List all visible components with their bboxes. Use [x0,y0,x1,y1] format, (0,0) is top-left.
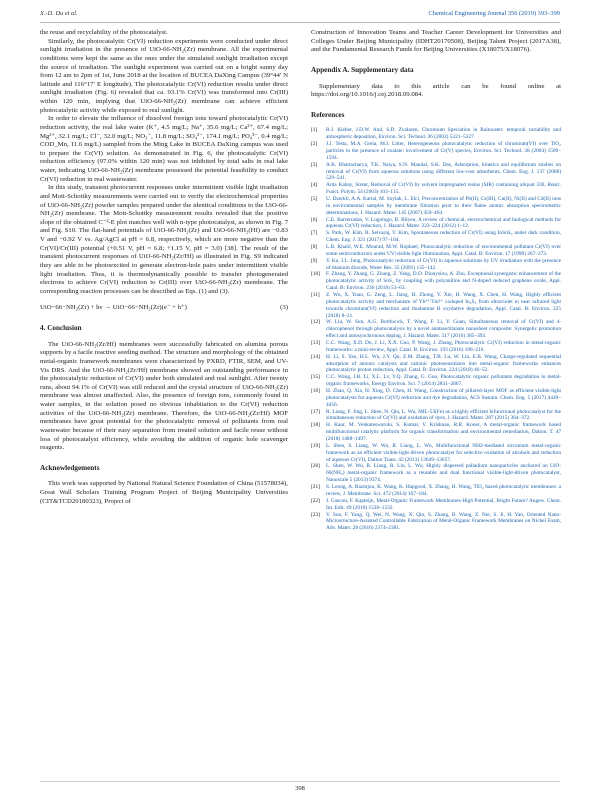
paragraph-conclusion: The UiO-66-NH₂(Zr/Hf) membranes were successfully fabricated on alumina porous supports by a facile reactive seeding method. The structure and morphology of the obtained metal-organic framework membranes were characterized by PXRD, FTIR, SEM, and UV-Vis DRS. And the UiO-66-NH₂(Zr/Hf) membrane showed an outstanding performance in the photocatalytic reduction of Cr(VI) under both simulated and real sunlight. After twenty runs, about 94.1% of Cr(VI) was still reduced and the crystal structure of UiO-66-NH₂(Zr) membrane was almost unaffected. Also, the presence of foreign ions, commonly found in water samples, in the solution posed no obvious inhabitation to the Cr(VI) reduction activities of the UiO-66-NH₂(Zr) membrane. Therefore, the UiO-66-NH₂(Zr/Hf) MOF membranes have great potential for the photocatalytic removal of pollutants from real wastewater because of their easy separation from treated solution and facile reuse without loss of photocatalyst efficiency, while avoiding the addition of organic hole scavenger reagents. [40,340,288,452]
reference-text[interactable]: H. Li, S. Yao, H.L. Wu, J.Y. Qu, Z.M. Zhang, T.B. Lu, W. Lin, E.B. Wang, Charge-regulated sequential adsorption of anionic catalysts and cationic photosensitizers into metal-organic frameworks enhances photocatalytic proton reduction, Appl. Catal. B: Environ. 224 (2018) 46–52. [326,353,561,374]
page-number: 398 [295,785,305,792]
reference-item[interactable] [311,292,561,319]
reference-number: [21] [311,484,320,491]
reference-item[interactable] [311,141,561,162]
reference-item[interactable] [311,230,561,244]
reference-item[interactable] [311,512,561,533]
running-header-authors: X.-D. Du et al. [40,10,78,17]
reference-number: [20] [311,463,320,470]
reference-number: [15] [311,374,320,381]
reference-text[interactable]: A.K. Bhattacharya, T.K. Naiya, S.N. Mandal, S.K. Das, Adsorption, kinetics and equilibrium studies on removal of Cr(VI) from aqueous solutions using different low-cost adsorbents, Chem. Eng. J. 137 (2008) 529–541. [326,161,561,182]
reference-text[interactable]: F. Zhang, Y. Zhang, G. Zhang, Z. Yang, D.D. Dionysiou, A. Zhu, Exceptional synergistic enhancement of the photocatalytic activity of SnS₂ by coupling with polyaniline and N-doped reduced graphene oxide, Appl. Catal. B: Environ. 236 (2018) 53–63. [326,271,561,292]
reference-number: [19] [311,442,320,449]
paragraph-acknowledgements: This work was supported by National Natural Science Foundation of China (51578034), Great Wall Scholars Training Program Project of Beijing Municipality Universities (CIT&TCD20180323), Project of [40,480,288,505]
reference-item[interactable] [311,271,561,292]
reference-text[interactable]: L.B. Khalil, W.E. Mourad, M.W. Rophael, Photocatalytic reduction of environmental pollutant Cr(VI) over some semiconductors under UV/visible light illumination, Appl. Catal. B: Environ. 17 (1998) 267–273. [326,243,561,257]
right-column [311,29,561,532]
reference-text[interactable]: Y. Sun, F. Yang, Q. Wei, N. Wang, X. Qin, S. Zhang, B. Wang, Z. Nie, S. Ji, H. Yan, Oriented Nano-Microstructure-Assisted Controllable Fabrication of Metal-Organic Framework Membranes on Nickel Foam, Adv. Mater. 28 (2016) 2374–2381. [326,511,561,532]
reference-number: [13] [311,340,320,347]
reference-text[interactable]: C.C. Wang, J.R. Li, X.L. Lv, Y.Q. Zhang, G. Guo, Photocatalytic organic pollutants degradation in metal-organic frameworks, Energy Environ. Sci. 7 (2014) 2831–2867. [326,374,561,388]
paragraph-acknowledgements-continued: Construction of Innovation Teams and Teacher Career Development for Universities and Colleges Under Beijing Municipality (IDHT20170508), Beijing Talent Project (2017A38), and the Fundamental Research Funds for Beijing Universities (X18075/X18076). [311,29,561,54]
reference-item[interactable] [311,258,561,272]
reference-number: [16] [311,388,320,395]
reference-text[interactable]: C.C. Wang, X.D. Du, J. Li, X.X. Guo, P. Wang, J. Zhang, Photocatalytic Cr(VI) reduction in metal-organic frameworks: a mini-review, Appl. Catal. B: Environ. 193 (2016) 198–216. [326,340,561,353]
reference-number: [7] [311,230,318,237]
reference-text[interactable]: L. Shen, S. Liang, W. Wu, R. Liang, L. Wu, Multifunctional NH2-mediated zirconium metal-organic framework as an efficient visible-light-driven photocatalyst for selective oxidation of alcohols and reduction of aqueous Cr(VI), Dalton Trans. 42 (2013) 13649–13657. [326,442,561,463]
reference-number: [23] [311,511,320,518]
reference-item[interactable] [311,463,561,484]
paragraph-appendix: Supplementary data to this article can be found online at https://doi.org/10.1016/j.cej.2018.09.084. [311,82,561,99]
reference-number: [10] [311,271,320,278]
equation-number: (3) [280,304,288,312]
header-divider [40,22,560,23]
reference-number: [3] [311,161,318,168]
reference-text[interactable]: Arda Kabay, Streat, Removal of Cr(VI) by solvent impregnated resins (SIR) containing aliquat 336, React. Funct. Polym. 54 (2003) 103–115. [326,182,561,196]
reference-number: [9] [311,257,318,264]
reference-number: [14] [311,353,320,360]
left-column [40,29,288,506]
reference-text[interactable]: U. Dzerkli, A.A. Kartal, M. Soylak, L. Elci, Preconcentration of Pb(II), Cr(III), Cu(II), Ni(II) and Cd(II) ions in environmental samples by membrane filtration prior to their flame atomic absorption spectrometric determinations, J. Hazard. Mater. 145 (2007) 459–464. [326,195,561,216]
reference-number: [17] [311,408,320,415]
reference-item[interactable] [311,498,561,512]
reference-item[interactable] [311,354,561,375]
reference-list [311,127,561,532]
section-heading-appendix: Appendix A. Supplementary data [311,65,414,74]
reference-item[interactable] [311,217,561,231]
reference-text[interactable]: H. Zhao, Q. Xia, H. Xing, D. Chen, H. Wang, Construction of pillared-layer MOF as efficient visible-light photocatalysts for aqueous Cr(VI) reduction and dye degradation, ACS Sustain. Chem. Eng. 5 (2017) 4449–4456. [326,388,561,408]
running-header-journal[interactable]: Chemical Engineering Journal 356 (2019) 393–399 [428,10,560,17]
reference-item[interactable] [311,340,561,354]
paragraph-reuse: the reuse and recyclability of the photocatalyst. [40,29,168,36]
reference-text[interactable]: Y. Ku, I.L. Jung, Photocatalytic reduction of Cr(VI) in aqueous solutions by UV irradiation with the presence of titanium dioxide, Water Res. 35 (2001) 135–142. [326,257,561,271]
footer-divider [40,781,560,782]
reference-item[interactable] [311,388,561,409]
reference-item[interactable] [311,422,561,443]
reference-item[interactable] [311,127,561,141]
reference-item[interactable] [311,244,561,258]
reference-text[interactable]: W. Liu, W. Sun, A.G. Borthwick, T. Wang, F. Li, Y. Guan, Simultaneous removal of Cr(VI) and 4-chlorophenol through photocatalysis by a novel anatase/titanate nanosheet composite: Synergetic promotion effect and autosynchronous doping, J. Hazard. Mater. 317 (2016) 385–393. [326,319,561,340]
reference-number: [5] [311,195,318,202]
reference-number: [6] [311,216,318,223]
reference-item[interactable] [311,182,561,196]
section-heading-references: References [311,110,345,119]
equation-text: UiO−66−NH₂(Zr) + hν → UiO−66−NH₂(Zr)(e⁻ + h⁺) [40,304,187,312]
reference-text[interactable]: L. Shen, W. Wu, R. Liang, R. Lin, L. Wu, Highly dispersed palladium nanoparticles anchored on UiO-66(NH₂) metal-organic framework as a reusable and dual functional visible-light-driven photocatalyst, Nanoscale 5 (2013) 9374. [326,463,561,484]
reference-item[interactable] [311,484,561,498]
reference-text[interactable]: C.E. Barrerradas, V. Lugolugo, B. Bilyeu, A review of chemical, electrochemical and biological methods for aqueous Cr(VI) reduction, J. Hazard. Mater. 223–224 (2012) 1–12. [326,216,561,230]
reference-item[interactable] [311,196,561,217]
reference-text[interactable]: R. Liang, F. Jing, L. Shen, N. Qin, L. Wu, MIL-53(Fe) as a highly efficient bifunctional photocatalyst for the simultaneous reduction of Cr(VI) and oxidation of dyes, J. Hazard. Mater. 287 (2015) 364–372. [326,408,561,422]
reference-item[interactable] [311,162,561,183]
reference-number: [11] [311,292,320,298]
reference-number: [18] [311,422,320,429]
paragraph-sunlight: Similarly, the photocatalytic Cr(VI) reduction experiments were conducted under direct sunlight irradiation in the presence of UiO-66-NH₂(Zr) membrane. All the experimental conditions were kept the same as the ones under the simulated sunlight irradiation except the source of irradiation. The sunlight experiment was carried out on a bright sunny day from 12 am to 2pm of 1st, June 2018 at the location of BUCEA DaXing Campus (39°44′ N latitude and 116°17′ E longitude). The photocatalytic Cr(VI) reduction results under direct sunlight irradiation (Fig. 6) revealed that ca. 93.1% Cr(VI) was transformed into Cr(III) within 120 min, implying that UiO-66-NH₂(Zr) membrane can achieve efficient photocatalytic activity while exposed to real sunlight. [40,37,288,114]
reference-number: [2] [311,141,318,148]
section-heading-conclusion: 4. Conclusion [40,324,82,332]
equation-3 [40,304,288,313]
reference-item[interactable] [311,409,561,423]
paragraph-photocurrent: In this study, transient photocurrent responses under intermittent visible light irradiation and Mott-Schottky measurements were carried out to verify the electrochemical properties of UiO-66-NH₂(Zr) powder samples prepared under the identical conditions to the UiO-66-NH₂(Zr) membrane. The Mott-Schottky measurement results revealed that the positive slope of the obtained C⁻²-E plot matches well with n-type photocatalyst, as shown in Fig. 7 and Fig. S10. The flat-band potentials of UiO-66-NH₂(Zr) and UiO-66-NH₂(Hf) are −0.83 V and −0.92 V vs. Ag/AgCl at pH = 6.8, respectively, which are more negative than the Cr(VI)/Cr(III) potential (+0.51 V, pH = 6.8; +1.15 V, pH = 3.0) [38]. The result of the transient photocurrent responses of UiO-66-NH₂(Zr/Hf) as illustrated in Fig. S9 indicated they are able to be photoexcited to generate electron-hole pairs under intermittent visible light irradiation. Thus, it is thermodynamically possible to transfer photogenerated electrons to achieve Cr(VI) reduction to Cr(III) over UiO-66-NH₂(Zr) membrane. The corresponding reaction processes can be described as Eqs. (1) and (3). [40,184,288,295]
reference-number: [1] [311,127,318,134]
reference-text[interactable]: S. Park, W. Kim, R. Selvaraj, Y. Kim, Spontaneous reduction of Cr(VI) using InSnS₂ under dark condition, Chem. Eng. J. 321 (2017) 97–104. [326,230,561,244]
reference-text[interactable]: J. Gascon, F. Kapteijn, Metal-Organic Framework Membranes-High Potential, Bright Future? Angew. Chem. Int. Edit. 49 (2010) 1530–1532. [326,497,561,511]
reference-item[interactable] [311,374,561,388]
reference-number: [8] [311,243,318,250]
reference-item[interactable] [311,443,561,464]
reference-text[interactable]: H. Kaur, M. Venkateswarulu, S. Kumar, V. Krishnan, R.R. Koner, A metal-organic framework based multifunctional catalytic platform for organic transformation and environmental remediation, Dalton. T. 47 (2018) 1488–1497. [326,422,561,443]
reference-number: [22] [311,497,320,504]
reference-number: [12] [311,319,320,326]
reference-text[interactable]: J.J. Testa, M.A. Grela, M.I. Litter, Heterogeneous photocatalytic reduction of chromium(VI) over TiO₂ particles in the presence of oxalate: involvement of Cr(V) species, Environ. Sci. Technol. 38 (2004) 1589–1594. [326,141,561,161]
paragraph-lake-water: In order to elevate the influence of dissolved foreign ions toward photocatalytic Cr(VI) reduction activity, the real lake water (K⁺, 4.5 mg/L; Na⁺, 35.6 mg/L; Ca²⁺, 67.4 mg/L; Mg²⁺, 32.1 mg/L; Cl⁻, 32.0 mg/L; NO₃⁻, 11.8 mg/L; SO₄²⁻, 174.1 mg/L; PO₄³⁻, 0.4 mg/L; COD_Mn, 11.6 mg/L) sampled from the Ming Lake in BUCEA DaXing campus was used to prepare the Cr(VI) solution. As demonstrated in Fig. 6, the photocatalytic Cr(VI) reduction efficiency (97.0% within 120 min) was not inhibited by total salts in real lake water, indicating UiO-66-NH₂(Zr) membrane possessed the potential feasibility to conduct Cr(VI) reduction in real wastewater. [40,115,288,183]
section-heading-acknowledgements: Acknowledgements [40,463,100,472]
reference-text[interactable]: Z. Wu, X. Yuan, G. Zeng, L. Jiang, H. Zhong, Y. Xie, H. Wang, X. Chen, H. Wang, Highly efficient photocatalytic activity and mechanism of Yb³⁺/Tm³⁺ codoped In₂S₃ from ultraviolet to near infrared light towards chromium(VI) reduction and rhodamine B oxydative degradation, Appl. Catal. B: Environ. 225 (2018) 8–21. [326,292,561,319]
reference-number: [4] [311,182,318,189]
reference-text[interactable]: R.J. Kieber, J.D.W. And, S.D. Zvalaren, Chromium Speciation in Rainwater: temporal variability and atmospheric deposition, Environ. Sci. Technol. 36 (2002) 5321–5327. [326,127,561,141]
reference-text[interactable]: S. Leong, A. Razmjou, K. Wang, K. Hapgood, X. Zhang, H. Wang, TiO₂ based photocatalytic membranes: a review, J. Membrane. Sci. 472 (2014) 167–184. [326,484,561,497]
reference-item[interactable] [311,319,561,340]
